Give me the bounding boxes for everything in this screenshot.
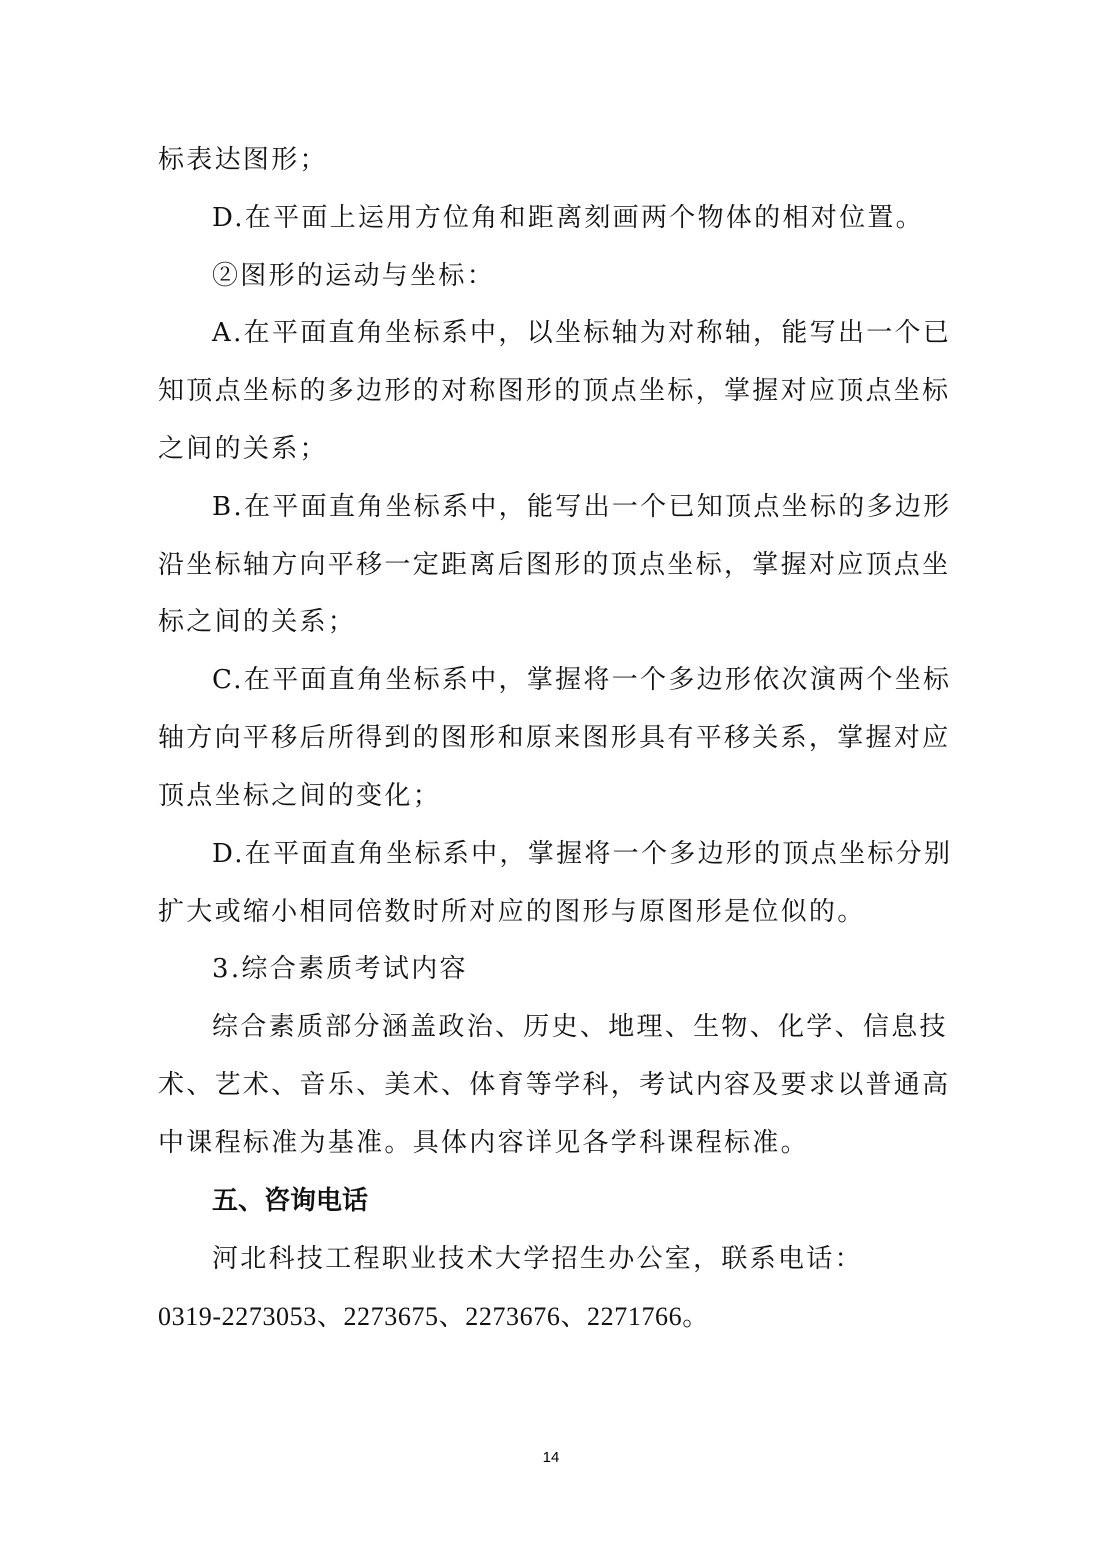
item-d-similarity: D.在平面直角坐标系中，掌握将一个多边形的顶点坐标分别 xyxy=(212,839,953,869)
phone-numbers: 0319-2273053、2273675、2273676、2271766。 xyxy=(158,1302,709,1331)
contact-office-line: 河北科技工程职业技术大学招生办公室，联系电话： xyxy=(212,1244,863,1274)
paragraph-line: 沿坐标轴方向平移一定距离后图形的顶点坐标，掌握对应顶点坐 xyxy=(158,550,951,580)
page-number: 14 xyxy=(542,1449,560,1466)
paragraph-line: 术、艺术、音乐、美术、体育等学科，考试内容及要求以普通高 xyxy=(158,1070,951,1100)
paragraph-comprehensive-quality: 综合素质部分涵盖政治、历史、地理、生物、化学、信息技 xyxy=(212,1012,948,1042)
item-b-translation: B.在平面直角坐标系中，能写出一个已知顶点坐标的多边形 xyxy=(212,492,952,522)
paragraph-line: 标之间的关系； xyxy=(158,607,357,637)
subsection-heading-motion-coordinates: ②图形的运动与坐标： xyxy=(212,261,496,291)
item-d-position: D.在平面上运用方位角和距离刻画两个物体的相对位置。 xyxy=(212,203,924,233)
item-a-symmetry: A.在平面直角坐标系中，以坐标轴为对称轴，能写出一个已 xyxy=(212,318,952,348)
paragraph-line: 之间的关系； xyxy=(158,434,328,464)
item-c-translation-relationship: C.在平面直角坐标系中，掌握将一个多边形依次演两个坐标 xyxy=(212,665,952,695)
paragraph-line: 顶点坐标之间的变化； xyxy=(158,781,442,811)
paragraph-line: 知顶点坐标的多边形的对称图形的顶点坐标，掌握对应顶点坐标 xyxy=(158,376,951,406)
paragraph-line: 中课程标准为基准。具体内容详见各学科课程标准。 xyxy=(158,1128,809,1158)
paragraph-line: 轴方向平移后所得到的图形和原来图形具有平移关系，掌握对应 xyxy=(158,723,951,753)
paragraph-line: 扩大或缩小相同倍数时所对应的图形与原图形是位似的。 xyxy=(158,897,866,927)
section-heading-consultation-phone: 五、咨询电话 xyxy=(212,1186,369,1216)
paragraph-line: 标表达图形； xyxy=(158,145,328,175)
subsection-heading-comprehensive-quality: 3.综合素质考试内容 xyxy=(212,954,468,984)
